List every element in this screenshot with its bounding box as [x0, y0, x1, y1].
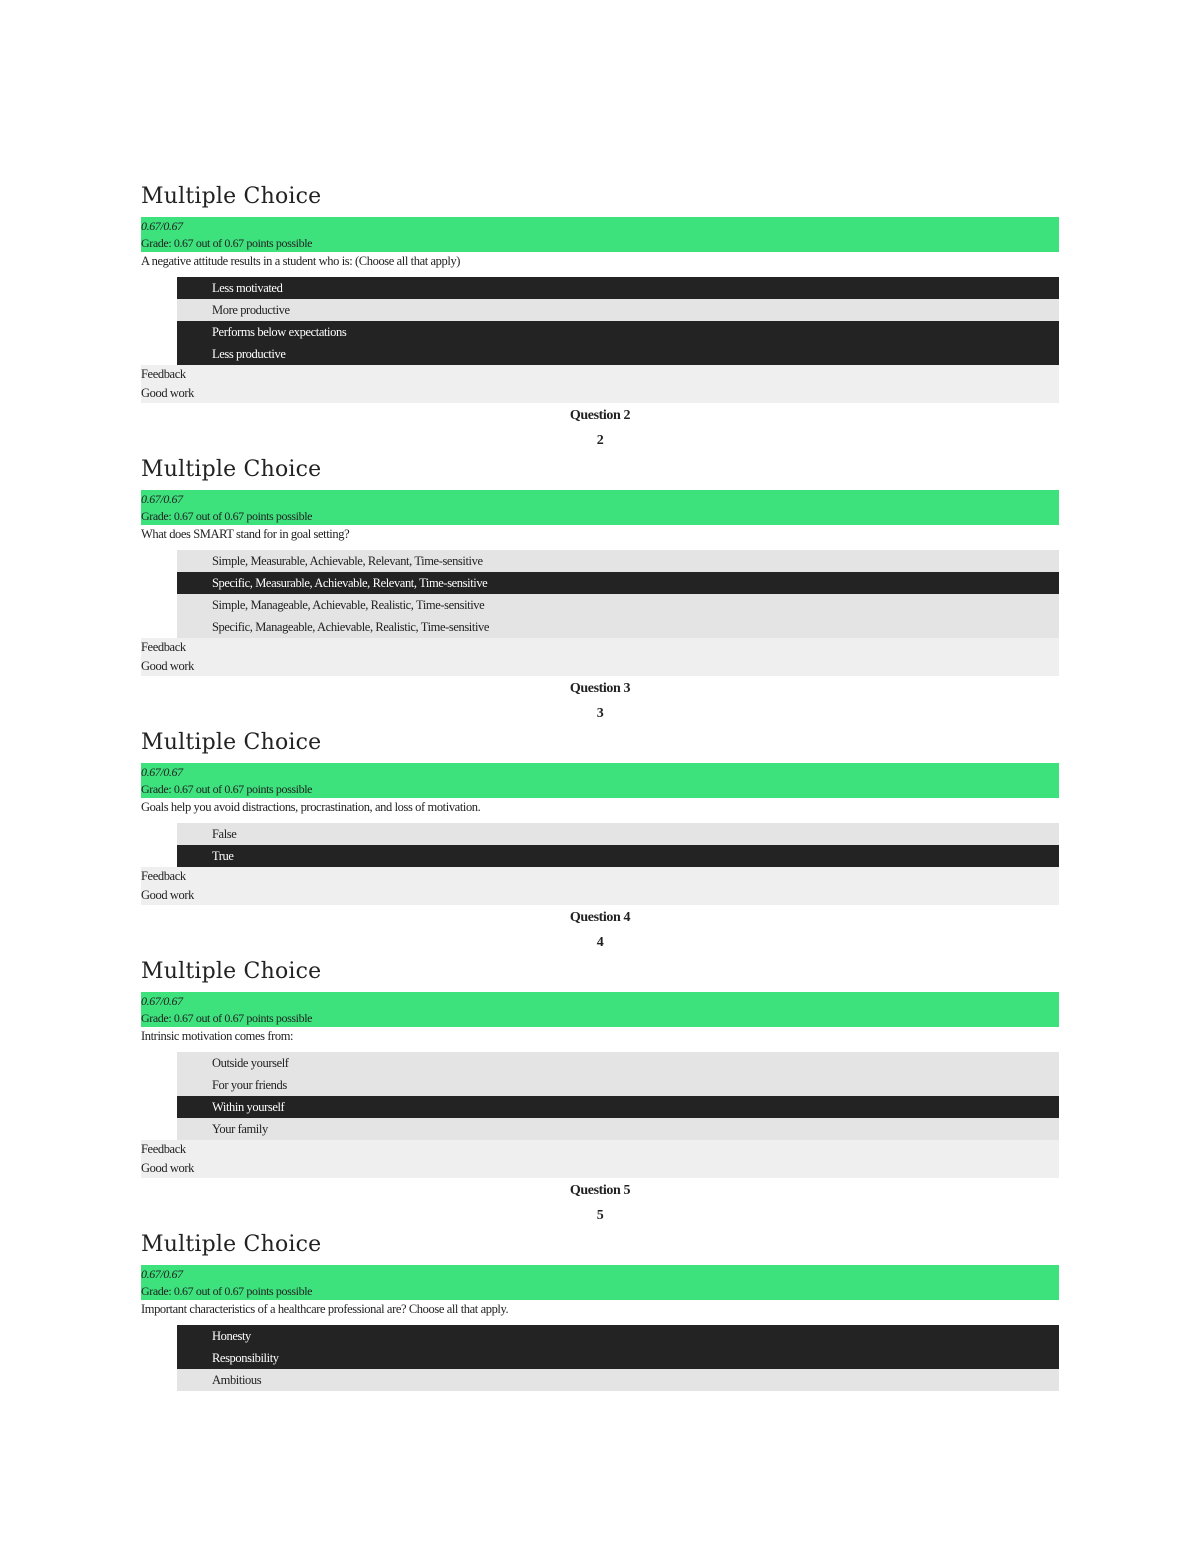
question-block	[141, 403, 1059, 676]
answer-option[interactable]: Ambitious	[177, 1369, 1059, 1391]
grade-banner	[141, 992, 1059, 1027]
feedback-section	[141, 1140, 1059, 1178]
question-number: 5	[596, 1208, 604, 1223]
score-value: 0.67/0.67	[141, 1267, 183, 1281]
question-title: Question 2	[569, 408, 631, 423]
grade-text: Grade: 0.67 out of 0.67 points possible	[141, 235, 313, 250]
question-prompt: Important characteristics of a healthcare professional are? Choose all that apply.	[141, 1302, 509, 1316]
answer-option-selected[interactable]: Honesty	[177, 1325, 1059, 1347]
score-value: 0.67/0.67	[141, 765, 183, 779]
feedback-text: Good work	[141, 1161, 194, 1175]
grade-text: Grade: 0.67 out of 0.67 points possible	[141, 1283, 313, 1298]
grade-banner	[141, 1265, 1059, 1300]
quiz-results-page	[141, 180, 1059, 1391]
feedback-label: Feedback	[141, 1142, 186, 1156]
feedback-section	[141, 867, 1059, 905]
question-block	[141, 676, 1059, 905]
question-prompt: What does SMART stand for in goal setting?	[141, 527, 350, 541]
feedback-label: Feedback	[141, 367, 186, 381]
feedback-label: Feedback	[141, 869, 186, 883]
answer-option-selected[interactable]: Performs below expectations	[177, 321, 1059, 343]
answer-option[interactable]: Outside yourself	[177, 1052, 1059, 1074]
answer-option-selected[interactable]: Responsibility	[177, 1347, 1059, 1369]
answer-option[interactable]: More productive	[177, 299, 1059, 321]
question-title: Question 3	[569, 681, 631, 696]
answer-option[interactable]: Your family	[177, 1118, 1059, 1140]
feedback-text: Good work	[141, 386, 194, 400]
feedback-text: Good work	[141, 888, 194, 902]
score-value: 0.67/0.67	[141, 994, 183, 1008]
grade-text: Grade: 0.67 out of 0.67 points possible	[141, 781, 313, 796]
question-title: Question 4	[569, 910, 631, 925]
grade-text: Grade: 0.67 out of 0.67 points possible	[141, 508, 313, 523]
question-type-title: Multiple Choice	[141, 1232, 322, 1257]
question-title: Question 5	[569, 1183, 631, 1198]
question-header	[141, 1178, 1059, 1228]
question-block	[141, 905, 1059, 1178]
answer-list	[177, 550, 1059, 638]
grade-banner	[141, 490, 1059, 525]
answer-option[interactable]: Simple, Measurable, Achievable, Relevant, Time-sensitive	[177, 550, 1059, 572]
question-type-title: Multiple Choice	[141, 184, 322, 209]
question-prompt: Intrinsic motivation comes from:	[141, 1029, 294, 1043]
answer-option[interactable]: Specific, Manageable, Achievable, Realistic, Time-sensitive	[177, 616, 1059, 638]
question-prompt: A negative attitude results in a student who is: (Choose all that apply)	[141, 254, 461, 268]
answer-list	[177, 1325, 1059, 1391]
answer-list	[177, 823, 1059, 867]
score-value: 0.67/0.67	[141, 492, 183, 506]
answer-option-selected[interactable]: Specific, Measurable, Achievable, Relevant, Time-sensitive	[177, 572, 1059, 594]
answer-option-selected[interactable]: Less productive	[177, 343, 1059, 365]
feedback-label: Feedback	[141, 640, 186, 654]
question-header	[141, 676, 1059, 726]
question-number: 3	[596, 706, 604, 721]
question-type-title: Multiple Choice	[141, 730, 322, 755]
question-header	[141, 905, 1059, 955]
question-type-title: Multiple Choice	[141, 457, 322, 482]
question-block	[141, 1178, 1059, 1391]
answer-option-selected[interactable]: Within yourself	[177, 1096, 1059, 1118]
question-number: 2	[596, 433, 604, 448]
grade-banner	[141, 217, 1059, 252]
score-value: 0.67/0.67	[141, 219, 183, 233]
answer-option-selected[interactable]: True	[177, 845, 1059, 867]
answer-option[interactable]: For your friends	[177, 1074, 1059, 1096]
answer-option[interactable]: False	[177, 823, 1059, 845]
question-number: 4	[596, 935, 604, 950]
question-type-title: Multiple Choice	[141, 959, 322, 984]
grade-banner	[141, 763, 1059, 798]
feedback-text: Good work	[141, 659, 194, 673]
answer-option-selected[interactable]: Less motivated	[177, 277, 1059, 299]
question-block	[141, 180, 1059, 403]
answer-list	[177, 1052, 1059, 1140]
question-header	[141, 403, 1059, 453]
answer-list	[177, 277, 1059, 365]
grade-text: Grade: 0.67 out of 0.67 points possible	[141, 1010, 313, 1025]
feedback-section	[141, 638, 1059, 676]
question-prompt: Goals help you avoid distractions, procrastination, and loss of motivation.	[141, 800, 481, 814]
feedback-section	[141, 365, 1059, 403]
answer-option[interactable]: Simple, Manageable, Achievable, Realistic, Time-sensitive	[177, 594, 1059, 616]
